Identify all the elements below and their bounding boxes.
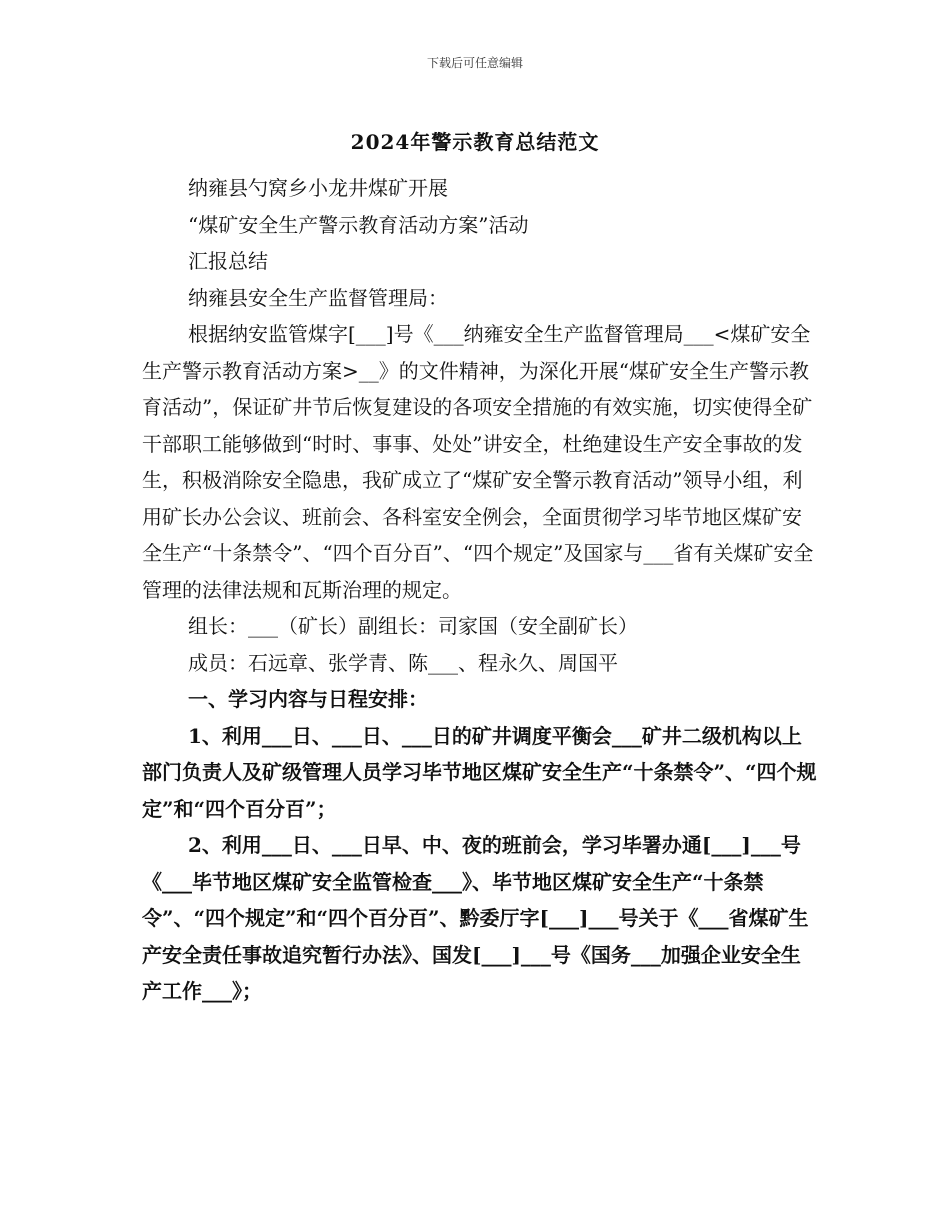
paragraph-members: 成员：石远章、张学青、陈___、程永久、周国平 xyxy=(188,650,618,675)
header-note: 下载后可任意编辑 xyxy=(426,56,523,70)
paragraph-addressee: 纳雍县安全生产监督管理局： xyxy=(188,285,448,310)
paragraph-item-1: 1、利用___日、___日、___日的矿井调度平衡会___矿井二级机构以上部门负责人及矿级管理人员学习毕节地区煤矿安全生产“十条禁令”、“四个规定”和“四个百分百”； xyxy=(142,723,817,821)
paragraph-org-line: 纳雍县勺窝乡小龙井煤矿开展 xyxy=(188,176,448,200)
paragraph-item-2: 2、利用___日、___日早、中、夜的班前会，学习毕署办通[___]___号《___毕节地区煤矿安全监管检查___》、毕节地区煤矿安全生产“十条禁令”、“四个规定”和“四个百分百”、黔委厅字[___]___号关于《___省煤矿生产安全责任事故追究暂行办法》、国发[___]___号《国务___加强企业安全生产工作___》； xyxy=(142,833,809,1003)
paragraph-activity-line: “煤矿安全生产警示教育活动方案”活动 xyxy=(188,212,529,237)
document-title: 2024年警示教育总结范文 xyxy=(350,130,600,154)
paragraph-leaders: 组长：___（矿长）副组长：司家国（安全副矿长） xyxy=(188,614,638,638)
section-heading: 一、学习内容与日程安排： xyxy=(188,687,428,711)
paragraph-report-line: 汇报总结 xyxy=(188,249,268,273)
document-body xyxy=(142,170,818,1010)
paragraph-main-text: 根据纳安监管煤字[___]号《___纳雍安全生产监督管理局___<煤矿安全生产警示教育活动方案>__》的文件精神，为深化开展“煤矿安全生产警示教育活动”，保证矿井节后恢复建设的各项安全措施的有效实施，切实使得全矿干部职工能够做到“时时、事事、处处”讲安全，杜绝建设生产安全事故的发生，积极消除安全隐患，我矿成立了“煤矿安全警示教育活动”领导小组，利用矿长办公会议、班前会、各科室安全例会，全面贯彻学习毕节地区煤矿安全生产“十条禁令”、“四个百分百”、“四个规定”及国家与___省有关煤矿安全管理的法律法规和瓦斯治理的规定。 xyxy=(142,322,814,602)
